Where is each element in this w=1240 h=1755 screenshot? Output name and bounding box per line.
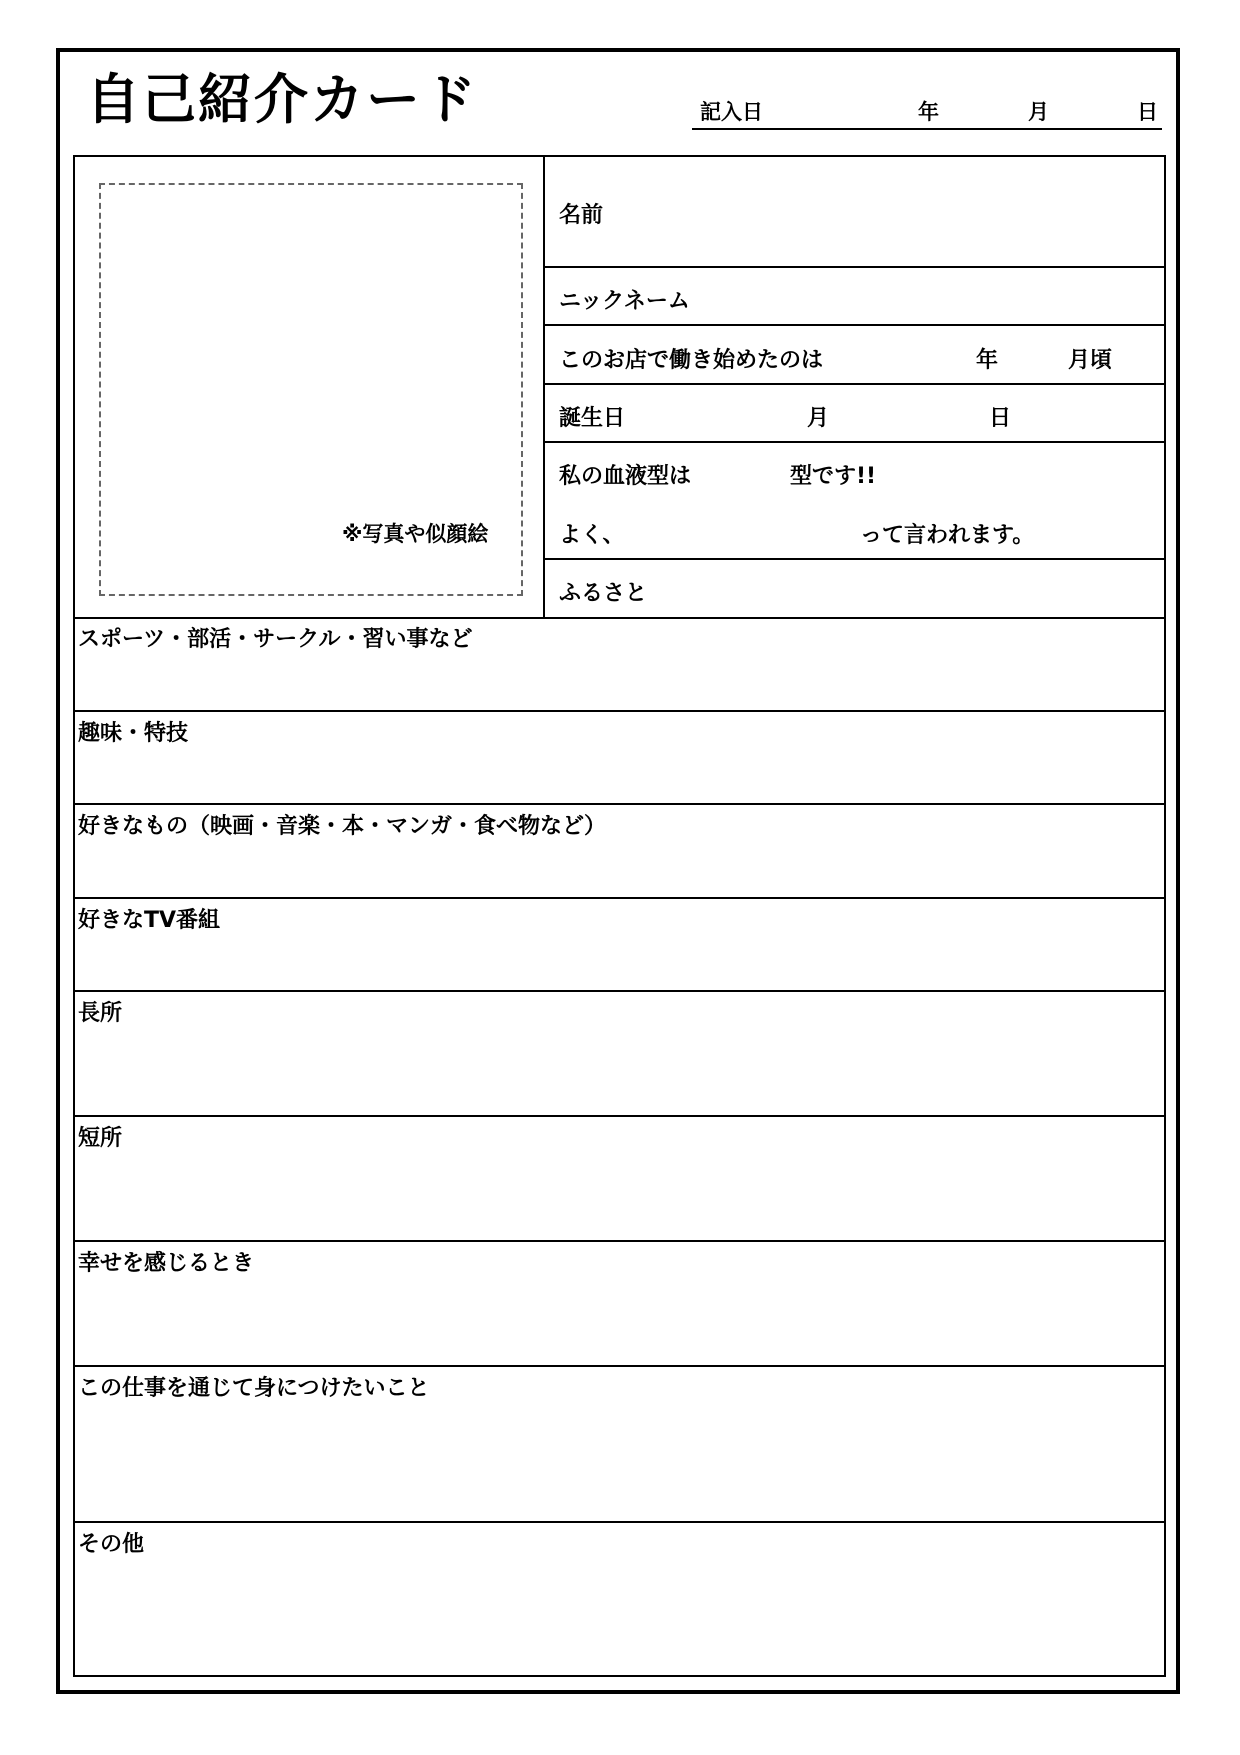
start-year-label: 年 [976, 348, 999, 373]
section-divider [73, 803, 1166, 805]
section-divider [73, 897, 1166, 899]
photo-note: ※写真や似顔絵 [342, 522, 489, 546]
birthday-label: 誕生日 [559, 406, 626, 431]
tv-section-label: 好きなTV番組 [78, 908, 221, 933]
entry-date-label: 記入日 [700, 100, 763, 124]
row-divider [545, 558, 1166, 560]
start-month-label: 月頃 [1068, 348, 1113, 373]
page-title: 自己紹介カード [86, 68, 478, 131]
other-section-label: その他 [78, 1532, 145, 1557]
section-divider [73, 1521, 1166, 1523]
row-divider [545, 441, 1166, 443]
section-divider [73, 710, 1166, 712]
birthday-day-label: 日 [989, 406, 1012, 431]
happy-section-label: 幸せを感じるとき [78, 1251, 255, 1276]
weaknesses-section-label: 短所 [78, 1126, 123, 1151]
entry-month-label: 月 [1028, 100, 1049, 124]
birthday-month-label: 月 [807, 406, 830, 431]
start-date-label: このお店で働き始めたのは [559, 348, 824, 373]
entry-date-field[interactable] [692, 96, 1162, 130]
name-field-label: 名前 [559, 203, 604, 228]
blood-type-suffix: 型です!! [790, 464, 877, 489]
section-divider [73, 1115, 1166, 1117]
row-divider [545, 324, 1166, 326]
hobby-section-label: 趣味・特技 [78, 721, 189, 746]
strengths-section-label: 長所 [78, 1001, 123, 1026]
often-said-suffix: って言われます。 [860, 523, 1035, 548]
entry-year-label: 年 [918, 100, 939, 124]
often-said-label: よく、 [559, 523, 625, 548]
goals-section-label: この仕事を通じて身につけたいこと [78, 1376, 430, 1401]
row-divider [545, 383, 1166, 385]
nickname-field-label: ニックネーム [559, 289, 690, 314]
row-divider [545, 266, 1166, 268]
entry-day-label: 日 [1137, 100, 1158, 124]
blood-type-label: 私の血液型は [559, 464, 692, 489]
hometown-label: ふるさと [559, 581, 648, 606]
section-divider [73, 990, 1166, 992]
section-divider [73, 617, 1166, 619]
sports-section-label: スポーツ・部活・サークル・習い事など [78, 627, 473, 652]
section-divider [73, 1365, 1166, 1367]
section-divider [73, 1240, 1166, 1242]
favorites-section-label: 好きなもの（映画・音楽・本・マンガ・食べ物など） [78, 814, 607, 839]
